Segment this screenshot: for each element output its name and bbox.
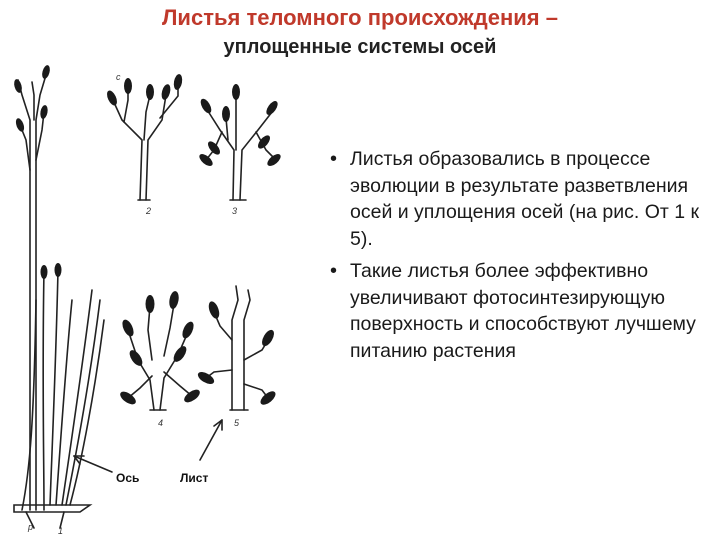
bullet-list	[330, 146, 715, 370]
figure-number-4: 4	[158, 418, 164, 428]
slide-subtitle: уплощенные системы осей	[223, 36, 497, 58]
axis-arrow	[74, 456, 112, 472]
figure-letter-c: c	[116, 72, 121, 82]
leaf-arrow	[200, 420, 222, 460]
figure-1-plant	[14, 75, 104, 528]
slide-title: Листья теломного происхождения –	[162, 5, 558, 30]
figure-number-5: 5	[234, 418, 240, 428]
figure-number-2: 2	[146, 206, 152, 216]
figure-2-branch	[112, 82, 178, 200]
figure-number-3: 3	[232, 206, 238, 216]
leaf-label: Лист	[180, 471, 209, 485]
figure-number-1: 1	[58, 526, 64, 536]
bullet-item: • Такие листья более эффективно увеличивают фотосинтезирующую поверхность и способствуют лучшему питанию растения	[330, 258, 715, 364]
bullet-item: • Листья образовались в процессе эволюции в результате разветвления осей и уплощения осей (на рис. От 1 к 5).	[330, 146, 715, 252]
sporangia	[13, 64, 283, 407]
figure-letter-p: p	[28, 522, 34, 532]
axis-label: Ось	[116, 471, 140, 485]
